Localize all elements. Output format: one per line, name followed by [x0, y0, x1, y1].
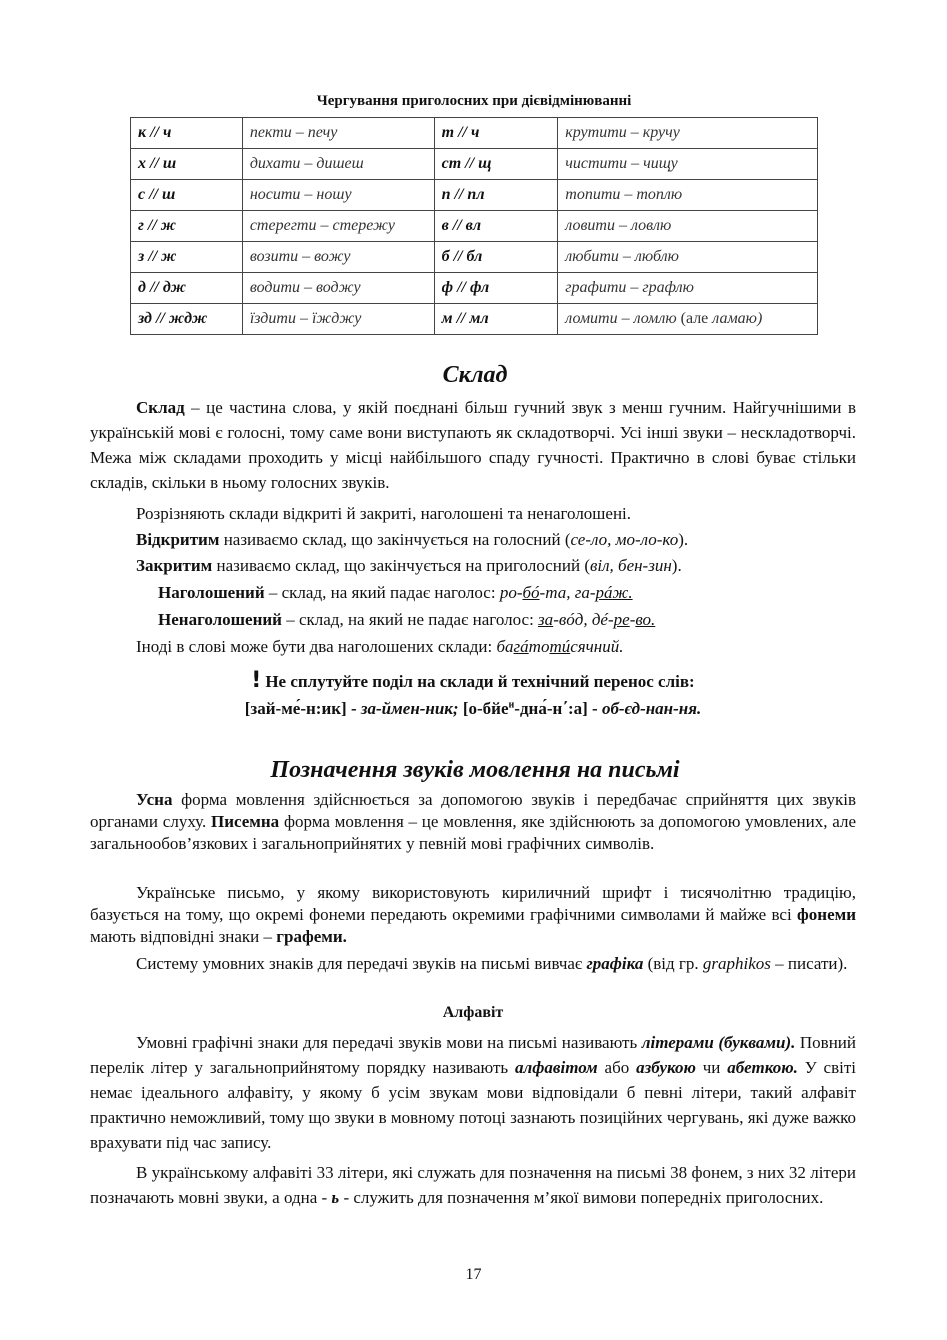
stressed-syllable-definition: Наголошений – склад, на який падає наголос: ро-бó-та, га-рáж.: [158, 583, 633, 602]
open-syllable-definition: Відкритим називаємо склад, що закінчується на голосний (се-ло, мо-ло-ко).: [136, 530, 689, 549]
example-cell: стерегти – стережу: [242, 211, 434, 242]
example-cell: возити – вожу: [242, 242, 434, 273]
consonant-pair-cell: т // ч: [434, 118, 558, 149]
ukrainian-writing-paragraph: Українське письмо, у якому використовують кириличний шрифт і тисячолітню традицію, базується на тому, що окремі фонеми передають окремими графічними символами й майже всі фонеми мають відповідні знаки – графеми.: [90, 883, 856, 946]
example-cell: крутити – кручу: [558, 118, 818, 149]
graphics-paragraph: Систему умовних знаків для передачі звуків на письмі вивчає графіка (від гр. graphikos – писати).: [136, 954, 848, 973]
consonant-pair-cell: б // бл: [434, 242, 558, 273]
closed-syllable-definition: Закритим називаємо склад, що закінчується на приголосний (віл, бен-зин).: [136, 556, 682, 575]
table-row: [131, 180, 818, 211]
example-cell: любити – люблю: [558, 242, 818, 273]
term-syllable: Склад: [136, 398, 185, 417]
exclamation-icon: !: [251, 668, 262, 693]
unstressed-syllable-definition: Ненаголошений – склад, на який не падає наголос: за-вóд, дé-ре-во.: [158, 610, 656, 629]
example-cell: графити – графлю: [558, 273, 818, 304]
table-row: [131, 211, 818, 242]
subsection-title-alphabet: Алфавіт: [442, 1004, 504, 1021]
example-cell: ломити – ломлю (але ламаю): [558, 304, 818, 335]
syllable-definition: Склад – це частина слова, у якій поєднані більш гучний звук з менш гучним. Найгучнішими в українській мові є голосні, тому саме вони виступають як складотворчі. Усі інші звуки – нескладотворчі. Межа між складами проходить у місці найбільшого спаду гучності. Практично в слові буває стільки складів, скільки в ньому голосних звуків.: [90, 398, 856, 492]
consonant-pair-cell: в // вл: [434, 211, 558, 242]
alphabet-definition-paragraph: Умовні графічні знаки для передачі звуків мови на письмі називають літерами (буквами). Повний перелік літер у загальноприйнятому порядку називають алфавітом або азбукою чи абеткою. У світі немає ідеального алфавіту, у якому б усім звукам мови відповідали б певні літери, такий алфавіт практично неможливий, тому що звуки в мовному потоці зазнають позиційних чергувань, які дуже важко врахувати під час запису.: [90, 1033, 857, 1152]
consonant-pair-cell: ст // щ: [434, 149, 558, 180]
warning-title: ! Не сплутуйте поділ на склади й технічний перенос слів:: [251, 668, 695, 693]
table-row: [131, 242, 818, 273]
example-cell: пекти – печу: [242, 118, 434, 149]
page-number: 17: [465, 1266, 482, 1283]
consonant-pair-cell: г // ж: [131, 211, 243, 242]
table-row: [131, 304, 818, 335]
consonant-pair-cell: ф // фл: [434, 273, 558, 304]
example-cell: водити – воджу: [242, 273, 434, 304]
unstressed-example: за-вóд, дé-ре-во.: [538, 610, 656, 629]
consonant-alternation-table: [130, 117, 818, 335]
section-title-writing: Позначення звуків мовлення на письмі: [270, 757, 680, 783]
example-cell: ловити – ловлю: [558, 211, 818, 242]
consonant-pair-cell: х // ш: [131, 149, 243, 180]
example-cell: чистити – чищу: [558, 149, 818, 180]
table-row: [131, 273, 818, 304]
consonant-pair-cell: с // ш: [131, 180, 243, 211]
double-stress-example: багáтотúсячний.: [496, 637, 624, 656]
example-cell: їздити – їжджу: [242, 304, 434, 335]
warning-examples: [зай-ме́-н:ик] - за-ймен-ник; [о-бйе$^и$-дна́-н΄:а] - об-єд-нан-ня.: [244, 699, 702, 718]
example-cell: дихати – дишеш: [242, 149, 434, 180]
consonant-pair-cell: к // ч: [131, 118, 243, 149]
consonant-pair-cell: м // мл: [434, 304, 558, 335]
consonant-pair-cell: з // ж: [131, 242, 243, 273]
table-row: [131, 149, 818, 180]
alphabet-count-paragraph: В українському алфавіті 33 літери, які служать для позначення на письмі 38 фонем, з них 32 літери позначають мовні звуки, а одна - ь - служить для позначення м’якої вимови попередніх приголосних.: [90, 1163, 856, 1207]
oral-written-paragraph: Усна форма мовлення здійснюється за допомогою звуків і передбачає сприйняття цих звуків органами слуху. Писемна форма мовлення – це мовлення, яке здійснюють за допомогою умовлених, але загальнообов’язкових і загальноприйнятих у певній мові графічних символів.: [90, 790, 856, 853]
syllable-types: Розрізняють склади відкриті й закриті, наголошені та ненаголошені.: [136, 504, 632, 523]
section-title-syllable: Склад: [442, 362, 508, 388]
example-cell: носити – ношу: [242, 180, 434, 211]
table-caption: Чергування приголосних при дієвідмінюванні: [316, 93, 632, 109]
double-stress-note: Іноді в слові може бути два наголошених склади: багáтотúсячний.: [136, 637, 624, 656]
stressed-example: ро-бó-та, га-рáж.: [499, 583, 633, 602]
table-row: [131, 118, 818, 149]
consonant-pair-cell: д // дж: [131, 273, 243, 304]
consonant-pair-cell: зд // ждж: [131, 304, 243, 335]
example-cell: топити – топлю: [558, 180, 818, 211]
consonant-pair-cell: п // пл: [434, 180, 558, 211]
